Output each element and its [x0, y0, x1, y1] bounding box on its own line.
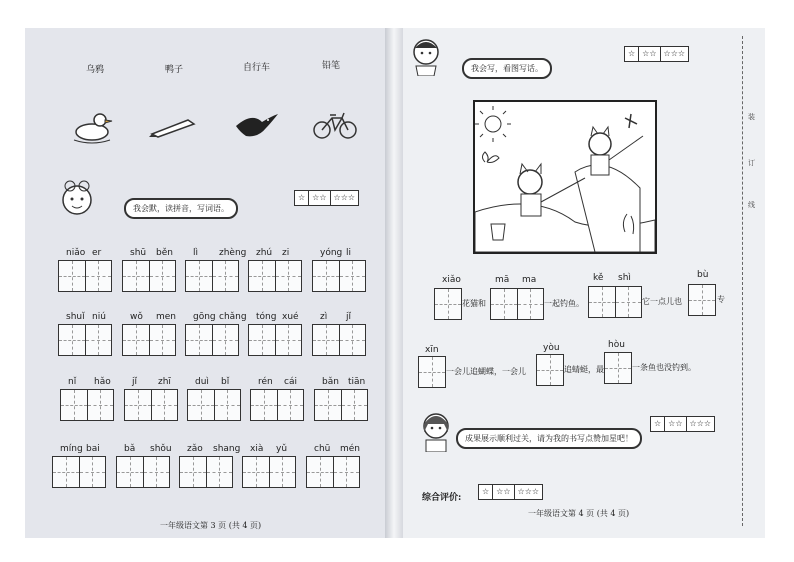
writing-box[interactable]: [248, 260, 302, 292]
pinyin-xin: xīn: [425, 345, 439, 355]
star-2[interactable]: ☆☆: [665, 417, 686, 431]
star-1[interactable]: ☆: [625, 47, 639, 61]
pinyin-syllable: li: [346, 248, 352, 258]
star-3[interactable]: ☆☆☆: [517, 487, 540, 496]
sentence1-text4: 专: [717, 295, 725, 304]
crow-icon: [232, 110, 280, 140]
pinyin-you: yòu: [543, 343, 560, 353]
writing-box[interactable]: [185, 324, 239, 356]
overall-star-rating[interactable]: [478, 484, 543, 500]
pinyin-syllable: tóng: [256, 312, 277, 322]
pinyin-xiao: xiǎo: [442, 275, 461, 285]
writing-box[interactable]: [490, 288, 544, 320]
writing-box[interactable]: [434, 288, 462, 320]
star-1[interactable]: ☆: [295, 191, 309, 205]
achievement-star-rating[interactable]: [650, 416, 715, 432]
writing-box[interactable]: [312, 324, 366, 356]
pinyin-syllable: bai: [86, 444, 100, 454]
pinyin-syllable: zǎo: [187, 444, 203, 454]
writing-box[interactable]: [122, 324, 176, 356]
pinyin-syllable: men: [156, 312, 177, 322]
pinyin-syllable: jǐ: [346, 312, 352, 322]
writing-box[interactable]: [688, 284, 716, 316]
book-spine: [385, 28, 403, 538]
pinyin-syllable: míng: [60, 444, 83, 454]
pinyin-syllable: zhī: [158, 377, 171, 387]
girl-avatar-icon: [58, 178, 96, 220]
writing-box[interactable]: [312, 260, 366, 292]
writing-box[interactable]: [116, 456, 170, 488]
sentence1-text2: 一起钓鱼。: [544, 299, 584, 308]
writing-box[interactable]: [604, 352, 632, 384]
left-instruction-bubble: 我会默，读拼音，写词语。: [124, 198, 238, 219]
pinyin-syllable: bǎ: [124, 444, 136, 454]
pinyin-syllable: rén: [258, 377, 273, 387]
word-crow: 乌鸦: [86, 65, 105, 75]
star-2[interactable]: ☆☆: [639, 47, 660, 61]
pinyin-syllable: jǐ: [132, 377, 138, 387]
binding-char-2: 订: [748, 159, 755, 167]
pinyin-syllable: yóng: [320, 248, 343, 258]
pinyin-bu: bù: [697, 270, 709, 280]
pinyin-syllable: tiān: [348, 377, 366, 387]
pinyin-syllable: shuǐ: [66, 312, 85, 322]
pinyin-syllable: niǎo: [66, 248, 86, 258]
pencil-icon: [148, 116, 198, 138]
writing-box[interactable]: [242, 456, 296, 488]
duck-icon: [70, 108, 114, 144]
star-3[interactable]: ☆☆☆: [663, 49, 686, 58]
writing-box[interactable]: [179, 456, 233, 488]
binding-char-1: 装: [748, 113, 755, 121]
boy-avatar-icon: [410, 36, 442, 76]
pinyin-syllable: zhèng: [219, 248, 247, 258]
right-instruction-bubble: 我会写，看图写话。: [462, 58, 552, 79]
girl-reader-icon: [420, 410, 452, 452]
pinyin-syllable: xià: [250, 444, 264, 454]
pinyin-shi: shì: [618, 273, 631, 283]
word-pencil: 铅笔: [322, 61, 341, 71]
pinyin-syllable: duì: [195, 377, 209, 387]
right-page-footer: 一年级语文第 4 页 (共 4 页): [528, 509, 630, 518]
left-star-rating[interactable]: [294, 190, 359, 206]
pinyin-syllable: zì: [320, 312, 328, 322]
word-bicycle: 自行车: [243, 63, 271, 73]
pinyin-ke: kě: [593, 273, 604, 283]
binding-char-3: 线: [748, 201, 755, 209]
writing-box[interactable]: [250, 389, 304, 421]
pinyin-syllable: er: [92, 248, 102, 258]
writing-box[interactable]: [187, 389, 241, 421]
writing-box[interactable]: [58, 260, 112, 292]
star-2[interactable]: ☆☆: [309, 191, 330, 205]
pinyin-syllable: shang: [213, 444, 241, 454]
sentence2-text1: 一会儿追蝴蝶，一会儿: [446, 367, 526, 376]
writing-box[interactable]: [588, 286, 642, 318]
writing-box[interactable]: [306, 456, 360, 488]
achievement-bubble: 成果展示顺利过关，请为我的书写点赞加星吧！: [456, 428, 642, 449]
pinyin-syllable: shǒu: [150, 444, 172, 454]
cats-fishing-illustration: [473, 100, 657, 254]
sentence2-text3: 一条鱼也没钓到。: [632, 363, 696, 372]
sentence1-text1: 花猫和: [462, 299, 486, 308]
pinyin-syllable: zi: [282, 248, 290, 258]
writing-box[interactable]: [314, 389, 368, 421]
pinyin-syllable: mén: [340, 444, 361, 454]
pinyin-syllable: bǐ: [221, 377, 230, 387]
pinyin-hou: hòu: [608, 340, 625, 350]
pinyin-syllable: shū: [130, 248, 147, 258]
writing-box[interactable]: [185, 260, 239, 292]
pinyin-syllable: chū: [314, 444, 331, 454]
overall-evaluation-label: 综合评价:: [422, 493, 462, 503]
star-2[interactable]: ☆☆: [493, 485, 514, 499]
left-page-footer: 一年级语文第 3 页 (共 4 页): [160, 521, 262, 530]
writing-box[interactable]: [122, 260, 176, 292]
writing-box[interactable]: [124, 389, 178, 421]
writing-box[interactable]: [60, 389, 114, 421]
pinyin-syllable: lì: [193, 248, 199, 258]
writing-box[interactable]: [536, 354, 564, 386]
binding-line: [742, 36, 743, 526]
word-duck: 鸭子: [165, 65, 184, 75]
pinyin-syllable: chǎng: [219, 312, 247, 322]
pinyin-syllable: niú: [92, 312, 106, 322]
pinyin-syllable: zhú: [256, 248, 273, 258]
sentence1-text3: 它一点儿也: [642, 297, 682, 306]
star-3[interactable]: ☆☆☆: [333, 193, 356, 202]
pinyin-syllable: nǐ: [68, 377, 77, 387]
pinyin-syllable: wǒ: [130, 312, 143, 322]
sentence2-text2: 追蜻蜓，最: [564, 365, 604, 374]
pinyin-ma2: ma: [522, 275, 537, 285]
right-star-rating[interactable]: [624, 46, 689, 62]
bicycle-icon: [312, 110, 358, 140]
writing-box[interactable]: [52, 456, 106, 488]
pinyin-syllable: hǎo: [94, 377, 111, 387]
pinyin-syllable: gōng: [193, 312, 216, 322]
writing-box[interactable]: [248, 324, 302, 356]
pinyin-ma1: mā: [495, 275, 510, 285]
pinyin-syllable: xué: [282, 312, 299, 322]
star-1[interactable]: ☆: [479, 485, 493, 499]
pinyin-syllable: běn: [156, 248, 173, 258]
pinyin-syllable: bǎn: [322, 377, 339, 387]
star-1[interactable]: ☆: [651, 417, 665, 431]
star-3[interactable]: ☆☆☆: [689, 419, 712, 428]
pinyin-syllable: yǔ: [276, 444, 288, 454]
writing-box[interactable]: [418, 356, 446, 388]
writing-box[interactable]: [58, 324, 112, 356]
pinyin-syllable: cái: [284, 377, 297, 387]
